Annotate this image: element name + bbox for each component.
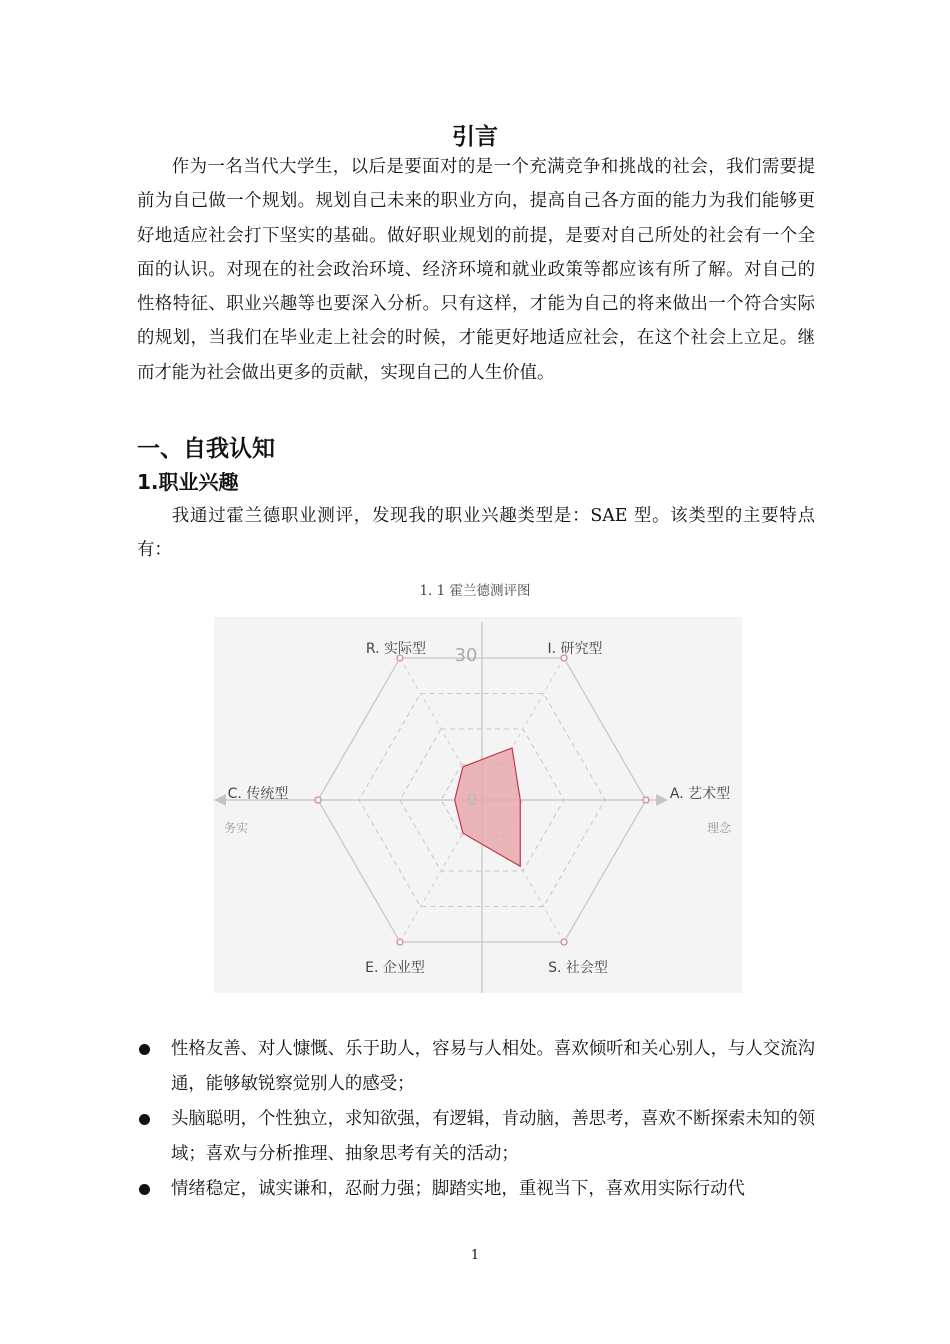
axis-label-r: R. 实际型 <box>365 641 427 657</box>
holland-radar-chart <box>214 617 742 993</box>
intro-paragraph: 作为一名当代大学生，以后是要面对的是一个充满竞争和挑战的社会，我们需要提前为自己做一个规划。规划自己未来的职业方向，提高自己各方面的能力为我们能够更好地适应社会打下坚实的基础。做好职业规划的前提，是要对自己所处的社会有一个全面的认识。对现在的社会政治环境、经济环境和就业政策等都应该有所了解。对自己的性格特征、职业兴趣等也要深入分析。只有这样，才能为自己的将来做出一个符合实际的规划，当我们在毕业走上社会的时候，才能更好地适应社会，在这个社会上立足。继而才能为社会做出更多的贡献，实现自己的人生价值。 <box>137 157 815 383</box>
list-item-text: 情绪稳定，诚实谦和，忍耐力强；脚踏实地，重视当下，喜欢用实际行动代 <box>171 1179 745 1199</box>
figure-caption: 1. 1 霍兰德测评图 <box>419 583 531 599</box>
trait-list <box>137 1032 815 1207</box>
list-item <box>137 1032 815 1102</box>
list-item <box>137 1172 815 1207</box>
tick-label-min: 0 <box>466 790 478 809</box>
axis-label-i: I. 研究型 <box>547 641 603 657</box>
vertex-dot <box>561 939 567 945</box>
page-number: 1 <box>470 1248 480 1263</box>
radar-svg <box>214 617 742 993</box>
right-arrow-icon <box>656 794 668 806</box>
list-item-text: 性格友善、对人慷慨、乐于助人，容易与人相处。喜欢倾听和关心别人，与人交流沟通，能够敏锐察觉别人的感受； <box>171 1039 815 1094</box>
axis-label-c: C. 传统型 <box>227 786 289 802</box>
vertex-dot <box>643 797 649 803</box>
vertex-dot <box>397 939 403 945</box>
list-item <box>137 1102 815 1172</box>
tick-label-max: 30 <box>454 645 478 666</box>
bullet-icon <box>139 1184 150 1195</box>
axis-label-e: E. 企业型 <box>365 960 425 976</box>
list-item-text: 头脑聪明，个性独立，求知欲强，有逻辑，肯动脑，善思考，喜欢不断探索未知的领域；喜欢与分析推理、抽象思考有关的活动； <box>171 1109 815 1164</box>
vertex-dot <box>315 797 321 803</box>
score-area <box>455 748 521 866</box>
page-title: 引言 <box>452 124 498 150</box>
section-heading: 一、自我认知 <box>137 436 275 462</box>
left-axis-label: 务实 <box>223 821 249 835</box>
axis-label-a: A. 艺术型 <box>669 786 731 802</box>
subsection-heading: 1.职业兴趣 <box>137 470 239 494</box>
interest-paragraph: 我通过霍兰德职业测评，发现我的职业兴趣类型是：SAE 型。该类型的主要特点有： <box>137 506 815 561</box>
axis-label-s: S. 社会型 <box>548 960 608 976</box>
right-axis-label: 理念 <box>706 821 732 835</box>
bullet-icon <box>139 1114 150 1125</box>
left-arrow-icon <box>214 794 226 806</box>
bullet-icon <box>139 1044 150 1055</box>
